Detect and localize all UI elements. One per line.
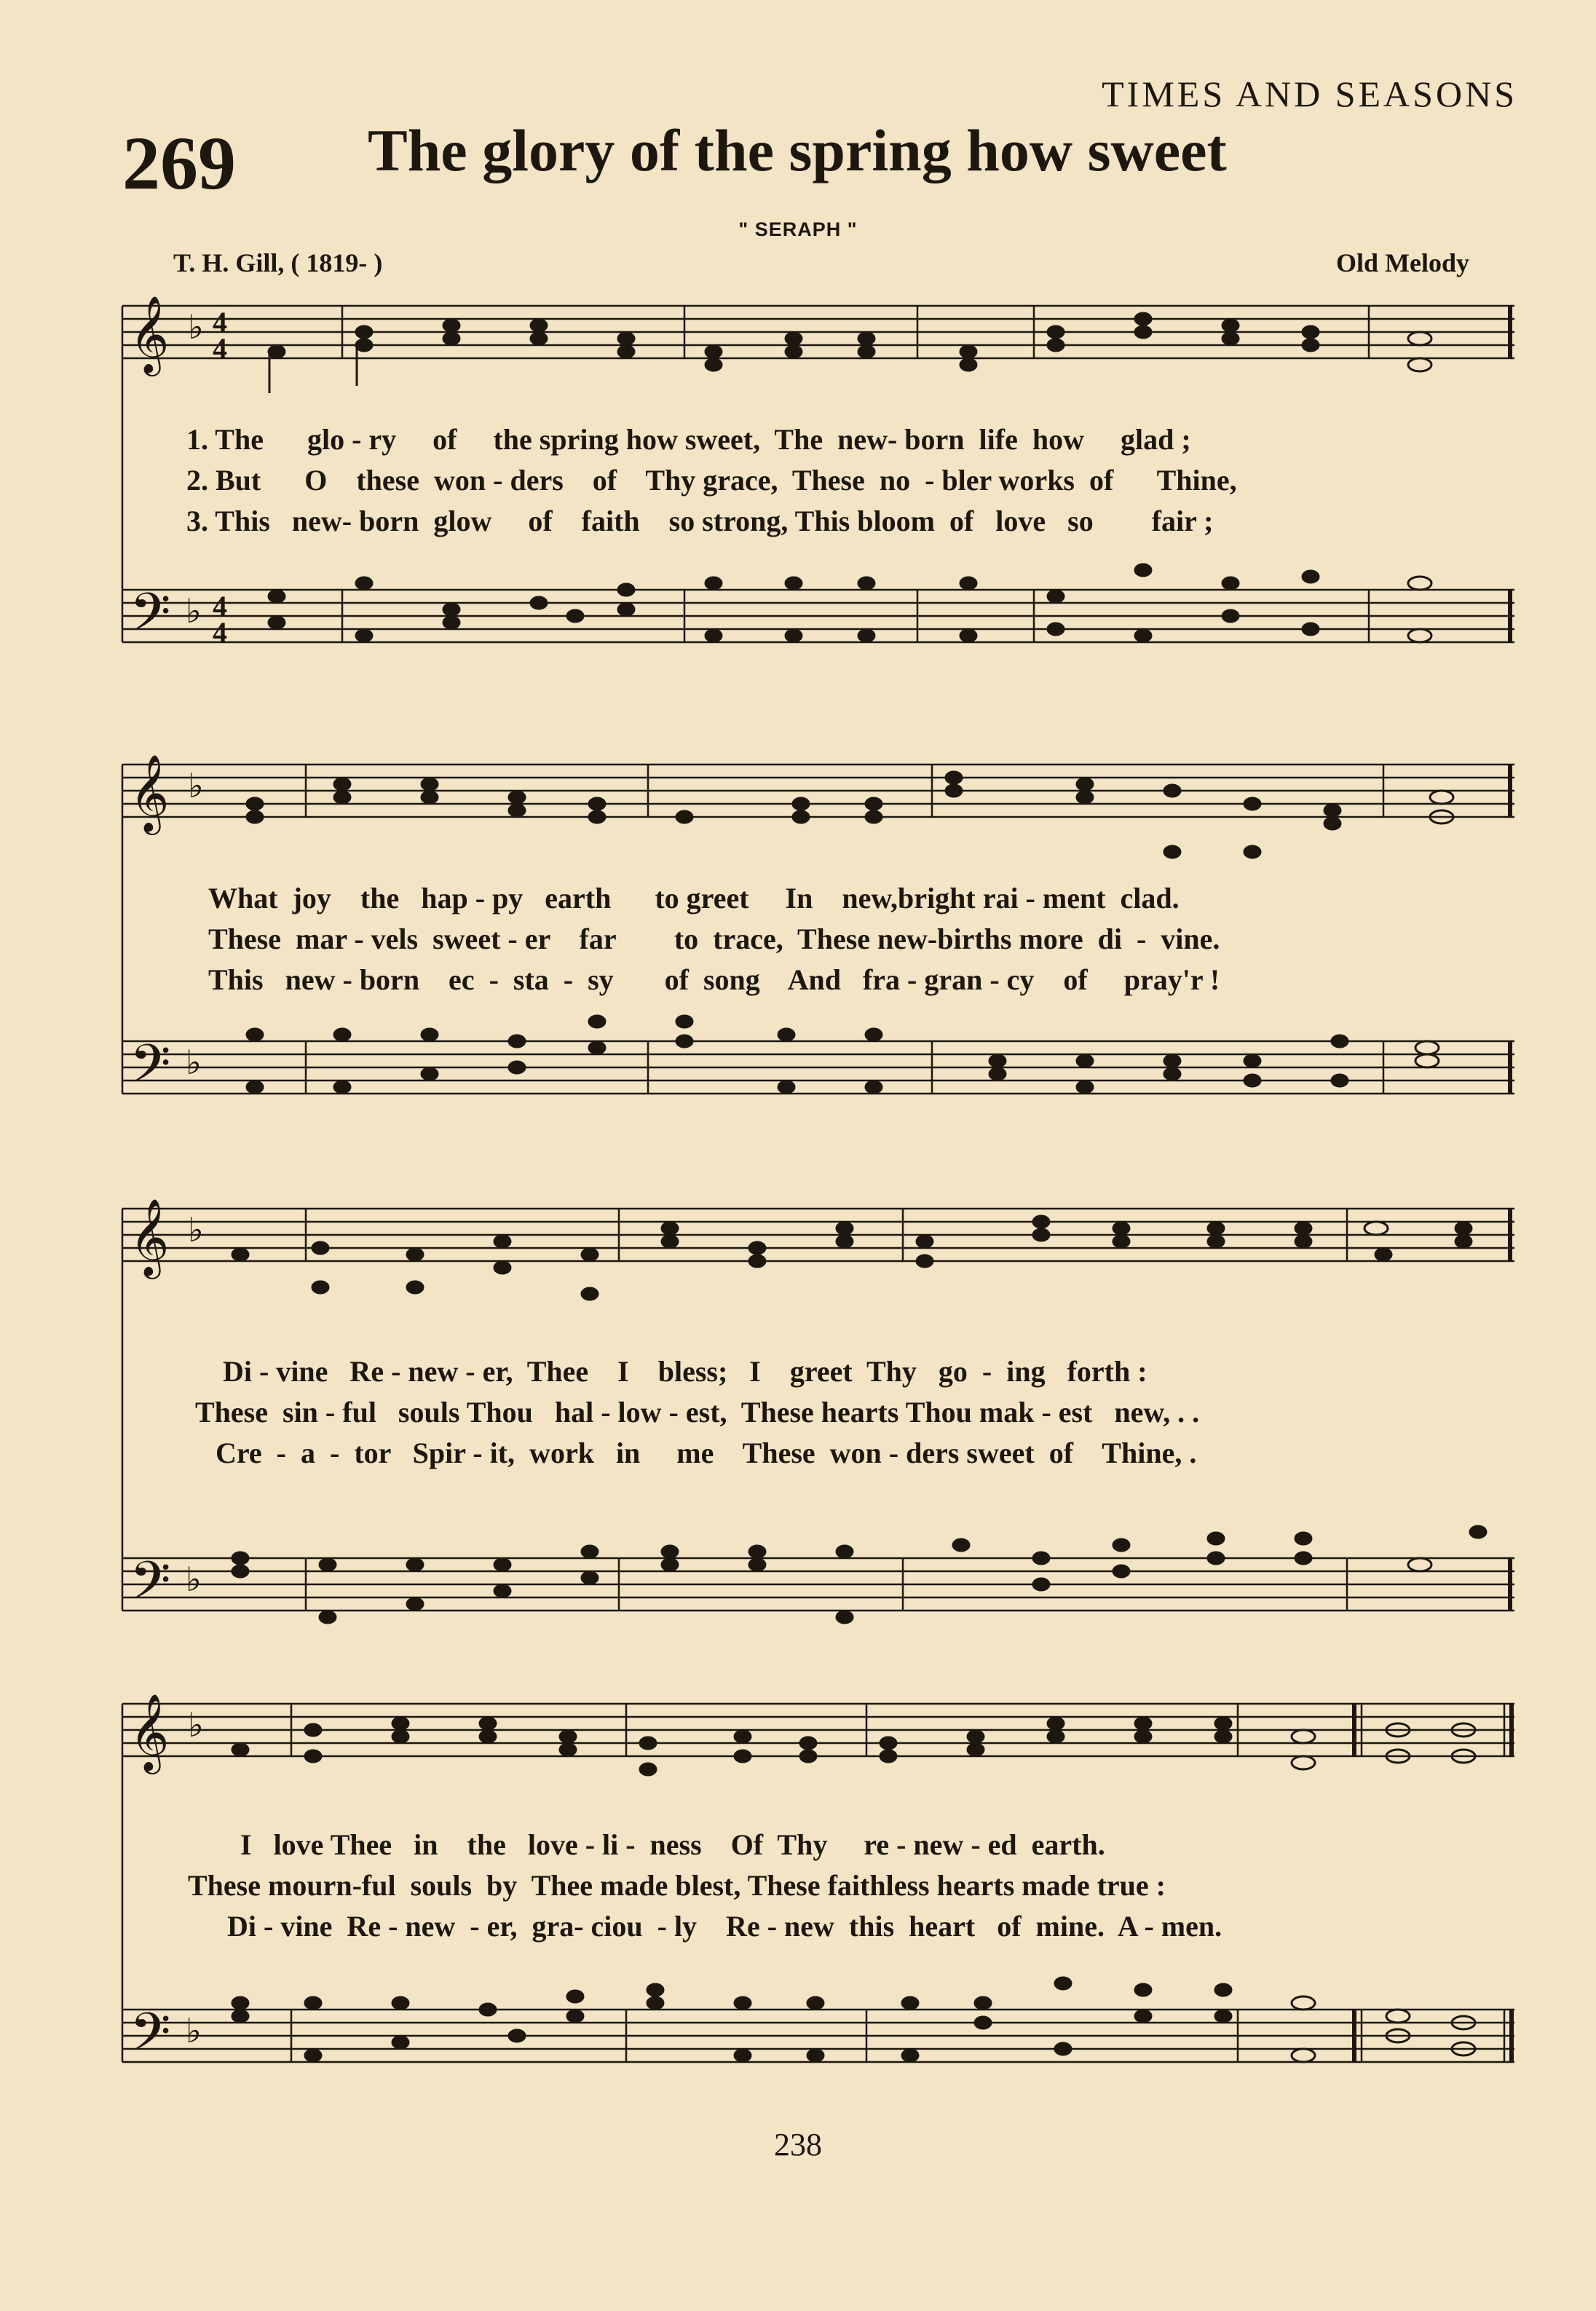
svg-text:♭: ♭	[188, 767, 204, 805]
svg-text:𝄢: 𝄢	[130, 1549, 171, 1624]
svg-text:𝄢: 𝄢	[130, 581, 171, 656]
svg-text:𝄢: 𝄢	[130, 2001, 171, 2076]
svg-text:𝄞: 𝄞	[130, 1198, 170, 1276]
tune-name: " SERAPH "	[738, 218, 858, 240]
lyric-verse-2: These sin - ful souls Thou hal - low - est, These hearts Thou mak - est new, . .	[195, 1396, 1200, 1429]
music-system-1	[0, 277, 1596, 699]
lyric-verse-3: This new - born ec - sta - sy of song And fra - gran - cy of pray'r !	[208, 963, 1220, 996]
svg-text:𝄞: 𝄞	[130, 1693, 170, 1771]
page-number: 238	[774, 2127, 822, 2162]
hymn-number: 269	[122, 122, 236, 205]
hymn-title: The glory of the spring how sweet	[368, 117, 1227, 183]
music-system-3	[0, 1180, 1596, 1646]
lyric-verse-3: Cre - a - tor Spir - it, work in me These won - ders sweet of Thine, .	[216, 1437, 1197, 1469]
svg-text:♭: ♭	[186, 1561, 202, 1598]
svg-text:𝄢: 𝄢	[130, 1032, 171, 1107]
lyric-verse-1: What joy the hap - py earth to greet In new,bright rai - ment clad.	[208, 882, 1180, 914]
lyric-verse-1: I love Thee in the love - li - ness Of Thy re - new - ed earth.	[240, 1828, 1105, 1861]
lyric-verse-1: 1. The glo - ry of the spring how sweet, The new- born life how glad ;	[186, 423, 1191, 456]
author-credit: T. H. Gill, ( 1819- )	[173, 248, 383, 277]
svg-text:𝄞: 𝄞	[130, 295, 170, 373]
lyric-verse-3: 3. This new- born glow of faith so strong, This bloom of love so fair ;	[186, 505, 1214, 537]
svg-text:♭: ♭	[188, 1707, 204, 1744]
svg-text:♭: ♭	[188, 309, 204, 346]
svg-text:𝄞: 𝄞	[130, 754, 170, 831]
svg-text:♭: ♭	[186, 593, 202, 630]
music-system-2	[0, 735, 1596, 1143]
section-heading: TIMES AND SEASONS	[1102, 74, 1517, 114]
svg-text:4: 4	[213, 616, 227, 649]
melody-credit: Old Melody	[1335, 248, 1469, 277]
lyric-verse-2: These mourn-ful souls by Thee made blest, These faithless hearts made true :	[188, 1869, 1166, 1902]
lyric-verse-3: Di - vine Re - new - er, gra- ciou - ly Re - new this heart of mine. A - men.	[227, 1910, 1222, 1943]
svg-text:4: 4	[213, 332, 227, 365]
music-system-4	[0, 1675, 1596, 2097]
svg-text:♭: ♭	[188, 1212, 204, 1249]
svg-text:♭: ♭	[186, 1044, 202, 1081]
svg-text:4: 4	[213, 306, 227, 339]
svg-text:♭: ♭	[186, 2012, 202, 2050]
lyric-verse-1: Di - vine Re - new - er, Thee I bless; I greet Thy go - ing forth :	[223, 1355, 1147, 1388]
lyric-verse-2: These mar - vels sweet - er far to trace, These new-births more di - vine.	[208, 923, 1220, 955]
lyric-verse-2: 2. But O these won - ders of Thy grace, These no - bler works of Thine,	[186, 464, 1237, 497]
svg-text:4: 4	[213, 590, 227, 623]
